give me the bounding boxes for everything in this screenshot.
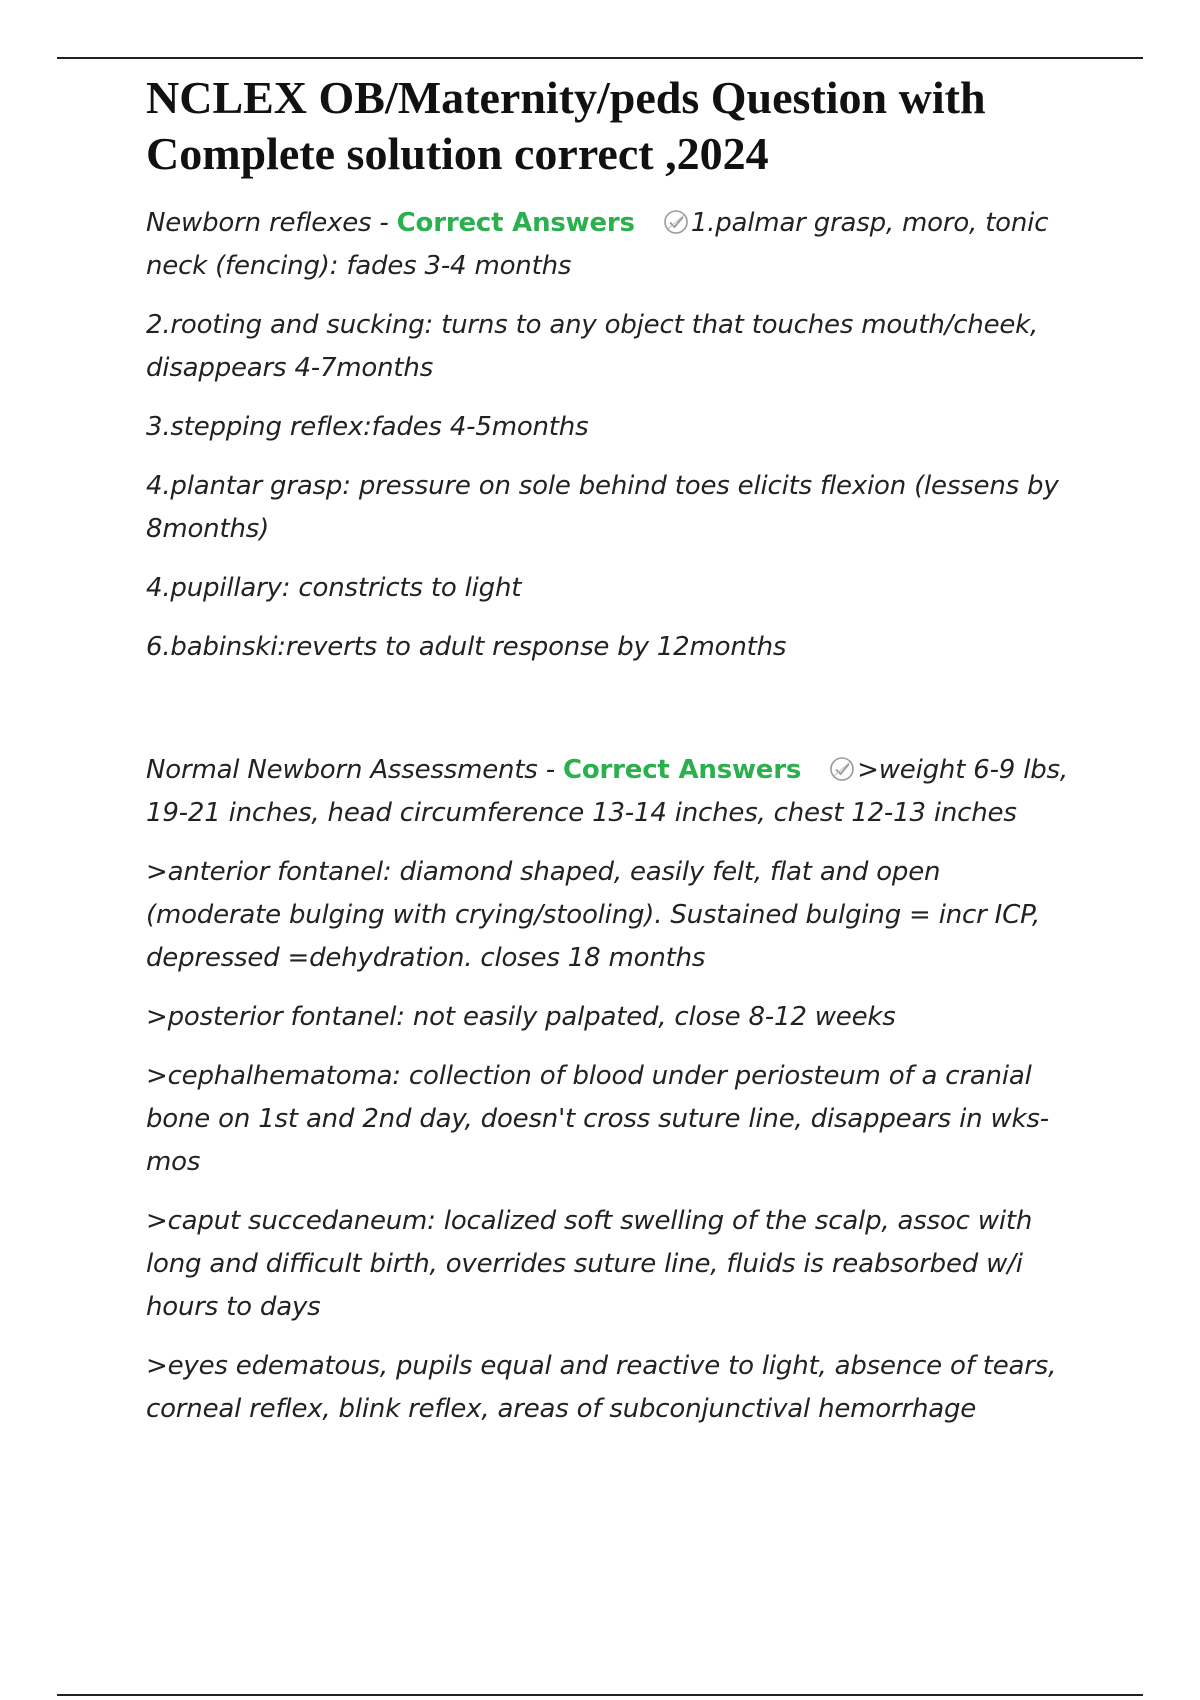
answer-item: >cephalhematoma: collection of blood under periosteum of a cranial bone on 1st and 2nd day, doesn't cross suture line, disappears in wks-mos [146, 1061, 1049, 1177]
qa-section-normal-newborn-assessments [146, 749, 1081, 1431]
check-stamp-icon [829, 753, 855, 779]
answer-item: >eyes edematous, pupils equal and reactive to light, absence of tears, corneal reflex, blink reflex, areas of subconjunctival hemorrhage [146, 1351, 1057, 1424]
answer-item: >caput succedaneum: localized soft swelling of the scalp, assoc with long and difficult birth, overrides suture line, fluids is reabsorbed w/i hours to days [146, 1206, 1033, 1322]
correct-answers-label: Correct Answers [396, 208, 635, 238]
section-spacer [146, 685, 1081, 749]
answer-item: >anterior fontanel: diamond shaped, easily felt, flat and open (moderate bulging with crying/stooling). Sustained bulging = incr ICP, depressed =dehydration. closes 18 months [146, 857, 1041, 973]
question-lead [146, 202, 1081, 288]
answer-item: 4.pupillary: constricts to light [146, 573, 522, 603]
bottom-divider [57, 1694, 1143, 1696]
question-lead [146, 749, 1081, 835]
document-title: NCLEX OB/Maternity/peds Question with Complete solution correct ,2024 [146, 72, 986, 179]
answer-item: 6.babinski:reverts to adult response by 12months [146, 632, 787, 662]
question-term: Newborn reflexes - [146, 208, 397, 238]
top-divider [57, 57, 1143, 59]
answer-text: 1.palmar grasp, moro, tonic neck (fencing): fades 3-4 months [146, 208, 1049, 281]
correct-answers-label: Correct Answers [562, 755, 802, 785]
answer-text: >weight 6-9 lbs, 19-21 inches, head circumference 13-14 inches, chest 12-13 inches [146, 755, 1068, 828]
document-page [146, 70, 1081, 1447]
answer-item: 3.stepping reflex:fades 4-5months [146, 412, 589, 442]
check-stamp-icon [663, 206, 689, 232]
answer-item: >posterior fontanel: not easily palpated, close 8-12 weeks [146, 1002, 896, 1032]
answer-item: 2.rooting and sucking: turns to any object that touches mouth/cheek, disappears 4-7months [146, 310, 1039, 383]
qa-section-newborn-reflexes [146, 202, 1081, 669]
question-term: Normal Newborn Assessments - [146, 755, 563, 785]
answer-item: 4.plantar grasp: pressure on sole behind toes elicits flexion (lessens by 8months) [146, 471, 1059, 544]
